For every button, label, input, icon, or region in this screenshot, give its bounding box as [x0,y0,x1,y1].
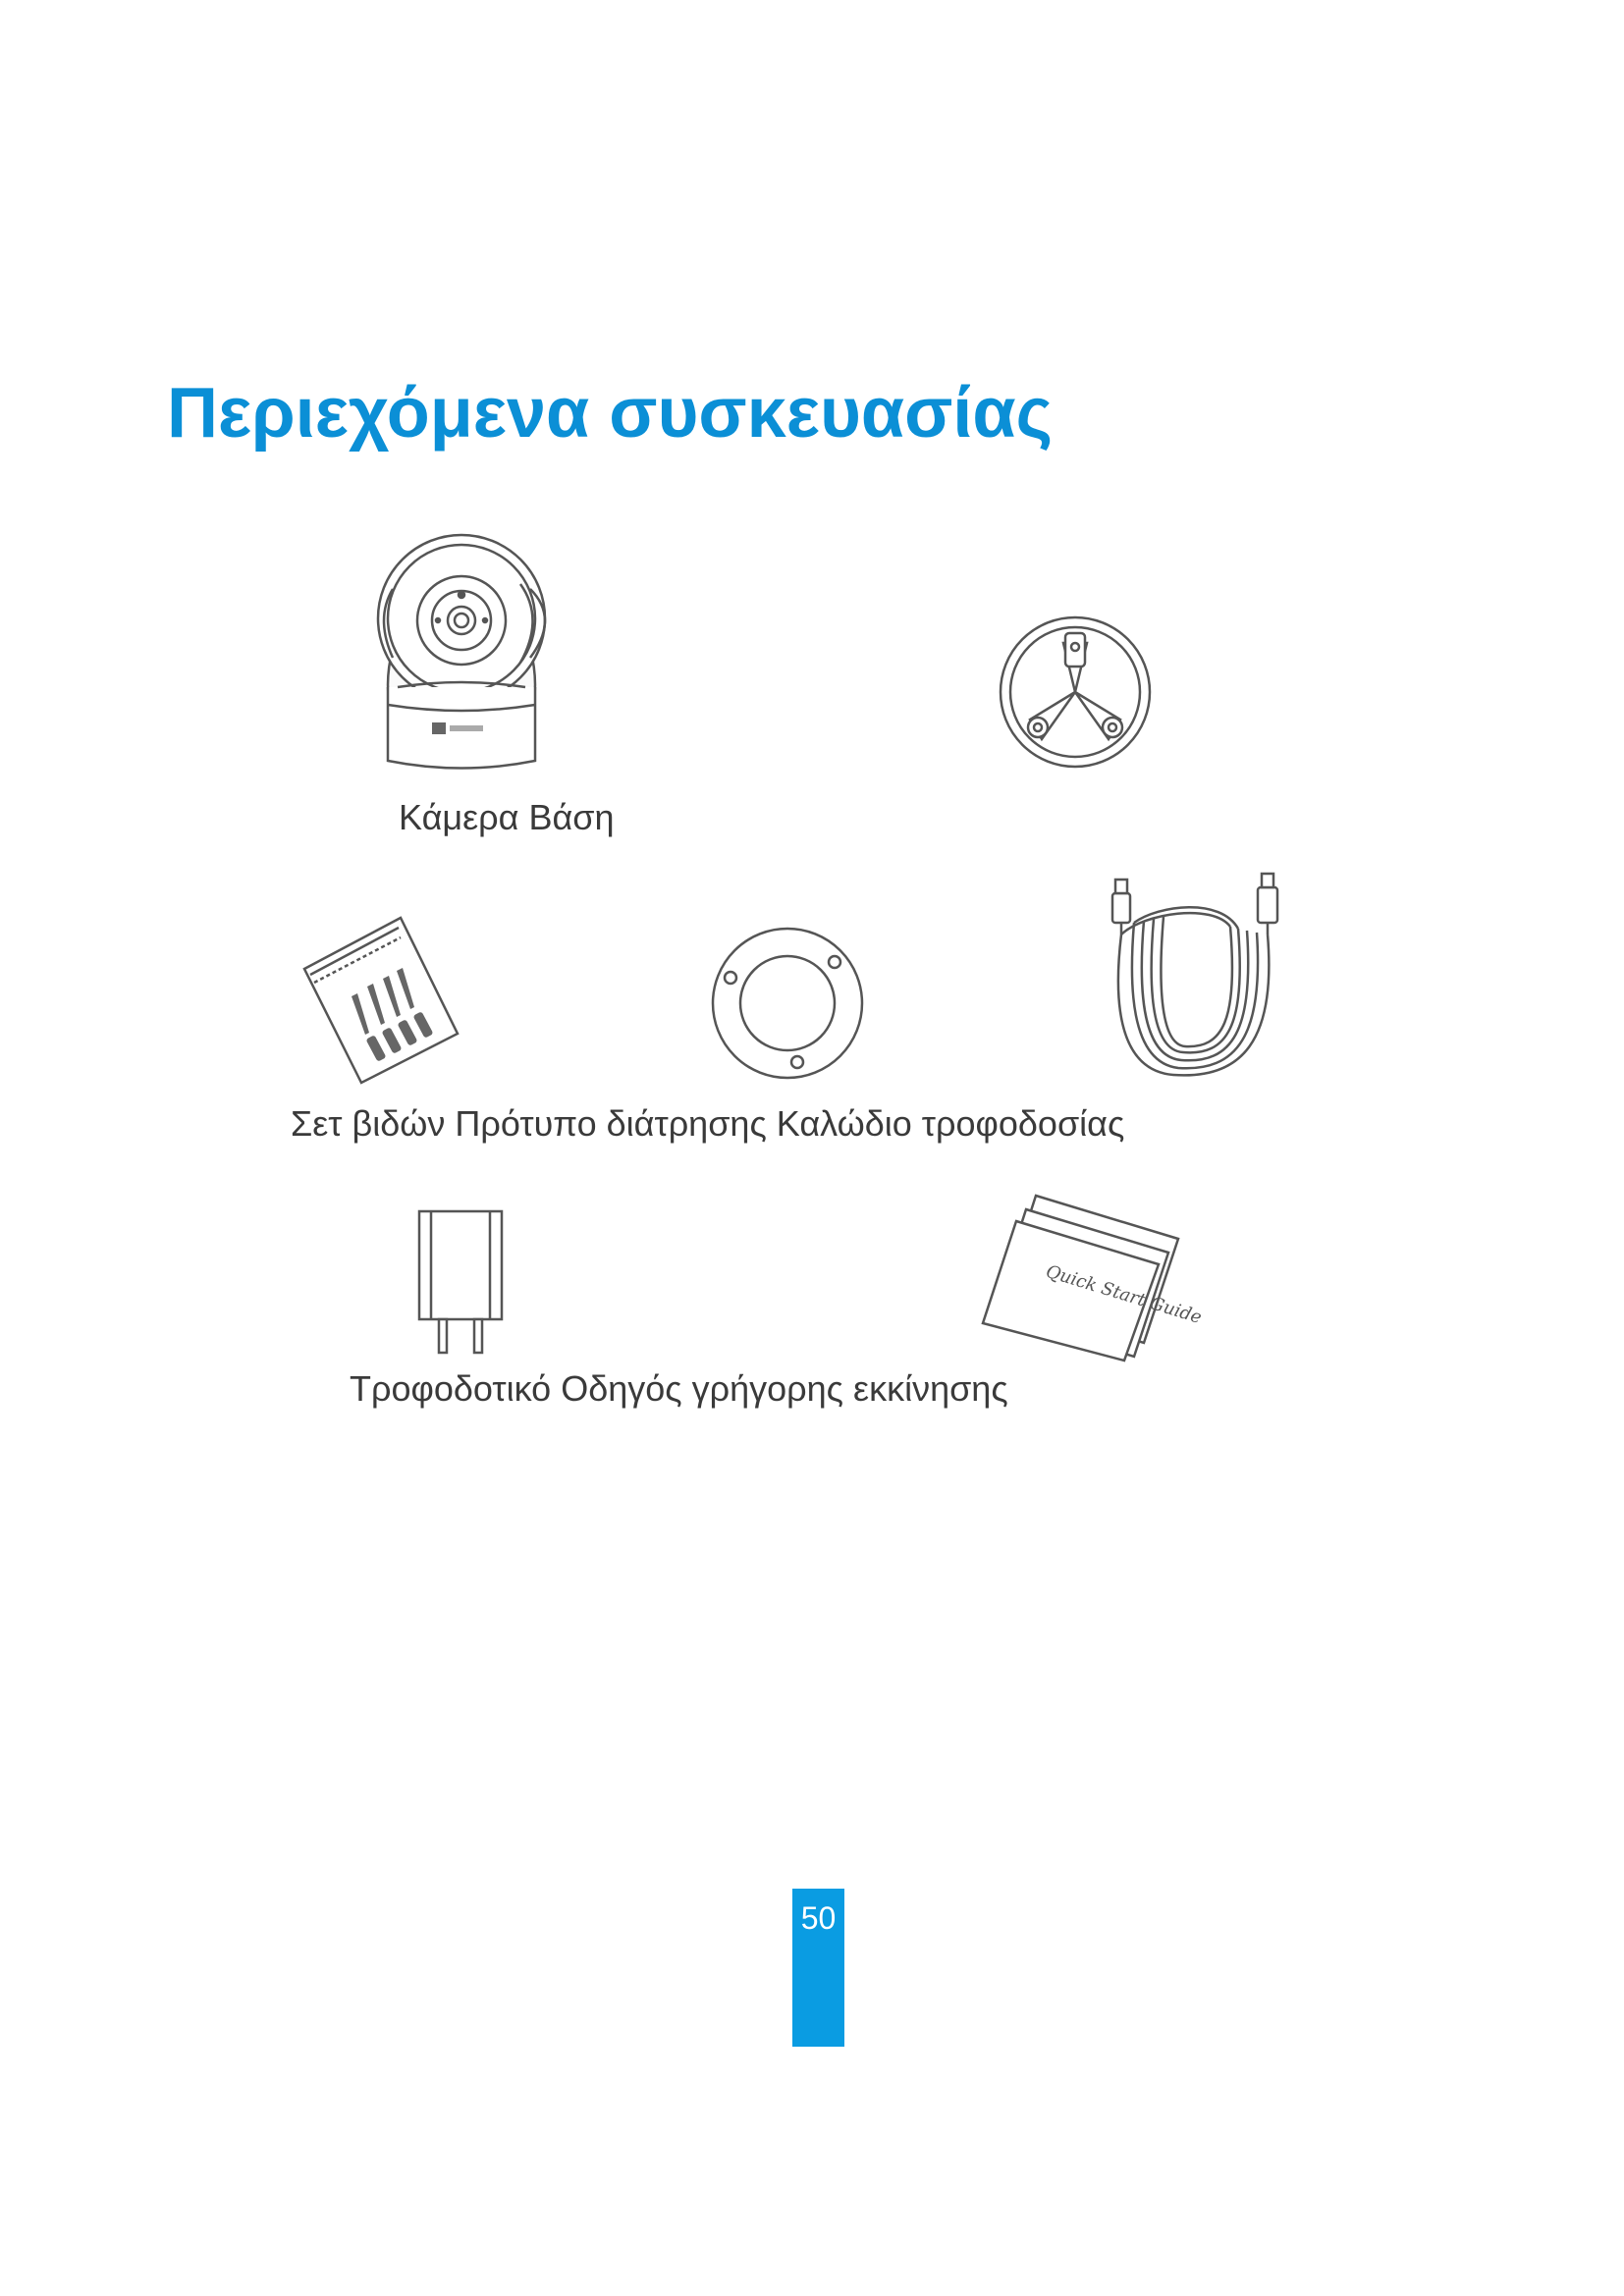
page-number: 50 [800,1900,837,1936]
page-title: Περιεχόμενα συσκευασίας [167,374,1054,453]
row-1-caption: Κάμερα Βάση [399,797,615,837]
row-3-caption: Τροφοδοτικό Οδηγός γρήγορης εκκίνησης [350,1368,1008,1409]
quick-start-guide-icon [977,1196,1205,1362]
power-cable-icon [1105,874,1291,1090]
row-2-caption: Σετ βιδών Πρότυπο διάτρησης Καλώδιο τροφοδοσίας [291,1103,1125,1144]
camera-icon [363,530,560,775]
drilling-template-icon [709,925,866,1082]
page-number-tab [792,1889,844,2047]
guide-card-text: Quick Start Guide [1043,1260,1205,1329]
screw-kit-icon [302,918,460,1085]
base-icon [997,614,1154,771]
power-adapter-icon [417,1209,506,1357]
